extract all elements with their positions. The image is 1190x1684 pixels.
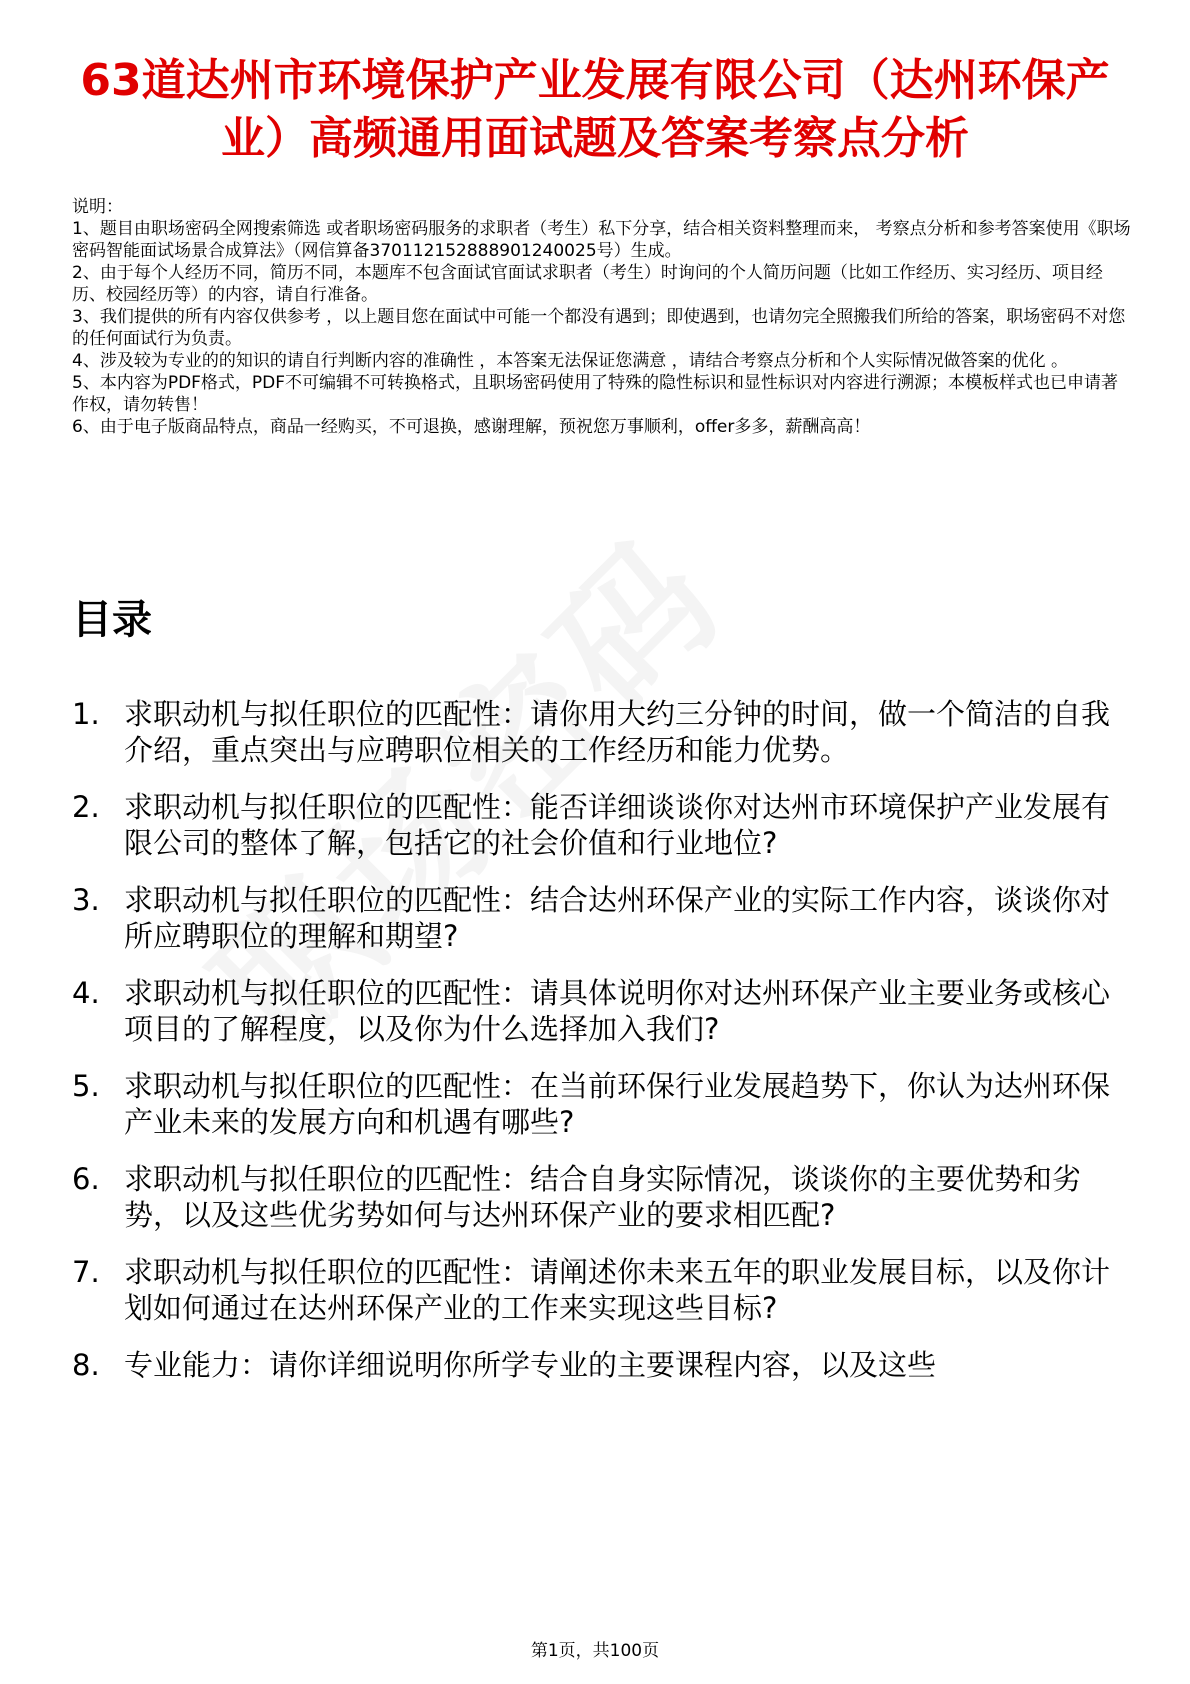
toc-item-number: 1. bbox=[72, 697, 100, 731]
toc-item-number: 4. bbox=[72, 976, 100, 1010]
toc-item[interactable] bbox=[72, 882, 1132, 954]
toc-item-number: 8. bbox=[72, 1348, 100, 1382]
toc-item-number: 3. bbox=[72, 883, 100, 917]
toc-item-text: 求职动机与拟任职位的匹配性：请具体说明你对达州环保产业主要业务或核心项目的了解程度，以及你为什么选择加入我们? bbox=[124, 976, 1111, 1046]
toc-item[interactable] bbox=[72, 975, 1132, 1047]
toc-item[interactable] bbox=[72, 1347, 1132, 1383]
note-item: 4、涉及较为专业的的知识的请自行判断内容的准确性 ，本答案无法保证您满意 ，请结合考察点分析和个人实际情况做答案的优化 。 bbox=[72, 351, 1069, 371]
toc-list bbox=[72, 696, 1132, 1404]
toc-item[interactable] bbox=[72, 789, 1132, 861]
toc-heading: 目录 bbox=[72, 597, 152, 643]
toc-item-text: 求职动机与拟任职位的匹配性：能否详细谈谈你对达州市环境保护产业发展有限公司的整体了解，包括它的社会价值和行业地位? bbox=[124, 790, 1111, 860]
toc-item[interactable] bbox=[72, 696, 1132, 768]
toc-item-text: 专业能力：请你详细说明你所学专业的主要课程内容，以及这些 bbox=[124, 1348, 937, 1382]
toc-item-text: 求职动机与拟任职位的匹配性：结合达州环保产业的实际工作内容，谈谈你对所应聘职位的理解和期望? bbox=[124, 883, 1111, 953]
note-item: 1、题目由职场密码全网搜索筛选 或者职场密码服务的求职者（考生）私下分享，结合相关资料整理而来， 考察点分析和参考答案使用《职场密码智能面试场景合成算法》（网信算备370112152888901240025号）生成。 bbox=[72, 219, 1131, 261]
toc-item-text: 求职动机与拟任职位的匹配性：在当前环保行业发展趋势下，你认为达州环保产业未来的发展方向和机遇有哪些? bbox=[124, 1069, 1111, 1139]
toc-item[interactable] bbox=[72, 1161, 1132, 1233]
note-item: 2、由于每个人经历不同，简历不同，本题库不包含面试官面试求职者（考生）时询问的个人简历问题（比如工作经历、实习经历、项目经历、校园经历等）的内容，请自行准备。 bbox=[72, 263, 1103, 305]
note-item: 5、本内容为PDF格式，PDF不可编辑不可转换格式，且职场密码使用了特殊的隐性标识和显性标识对内容进行溯源；本模板样式也已申请著作权，请勿转售！ bbox=[72, 373, 1119, 415]
notes-section bbox=[72, 196, 1132, 438]
toc-item-number: 7. bbox=[72, 1255, 100, 1289]
toc-item-number: 6. bbox=[72, 1162, 100, 1196]
notes-heading: 说明： bbox=[72, 197, 123, 217]
toc-item[interactable] bbox=[72, 1068, 1132, 1140]
toc-item[interactable] bbox=[72, 1254, 1132, 1326]
toc-item-number: 2. bbox=[72, 790, 100, 824]
toc-item-text: 求职动机与拟任职位的匹配性：结合自身实际情况，谈谈你的主要优势和劣势，以及这些优劣势如何与达州环保产业的要求相匹配? bbox=[124, 1162, 1082, 1232]
note-item: 3、我们提供的所有内容仅供参考 ，以上题目您在面试中可能一个都没有遇到；即使遇到，也请勿完全照搬我们所给的答案，职场密码不对您的任何面试行为负责。 bbox=[72, 307, 1126, 349]
note-item: 6、由于电子版商品特点，商品一经购买，不可退换，感谢理解，预祝您万事顺利，offer多多，薪酬高高！ bbox=[72, 417, 871, 437]
toc-item-number: 5. bbox=[72, 1069, 100, 1103]
document-title: 63道达州市环境保护产业发展有限公司（达州环保产业）高频通用面试题及答案考察点分析 bbox=[80, 55, 1110, 164]
page-number: 第1页，共100页 bbox=[530, 1641, 660, 1661]
toc-item-text: 求职动机与拟任职位的匹配性：请你用大约三分钟的时间，做一个简洁的自我介绍，重点突出与应聘职位相关的工作经历和能力优势。 bbox=[124, 697, 1111, 767]
toc-item-text: 求职动机与拟任职位的匹配性：请阐述你未来五年的职业发展目标，以及你计划如何通过在达州环保产业的工作来实现这些目标? bbox=[124, 1255, 1111, 1325]
